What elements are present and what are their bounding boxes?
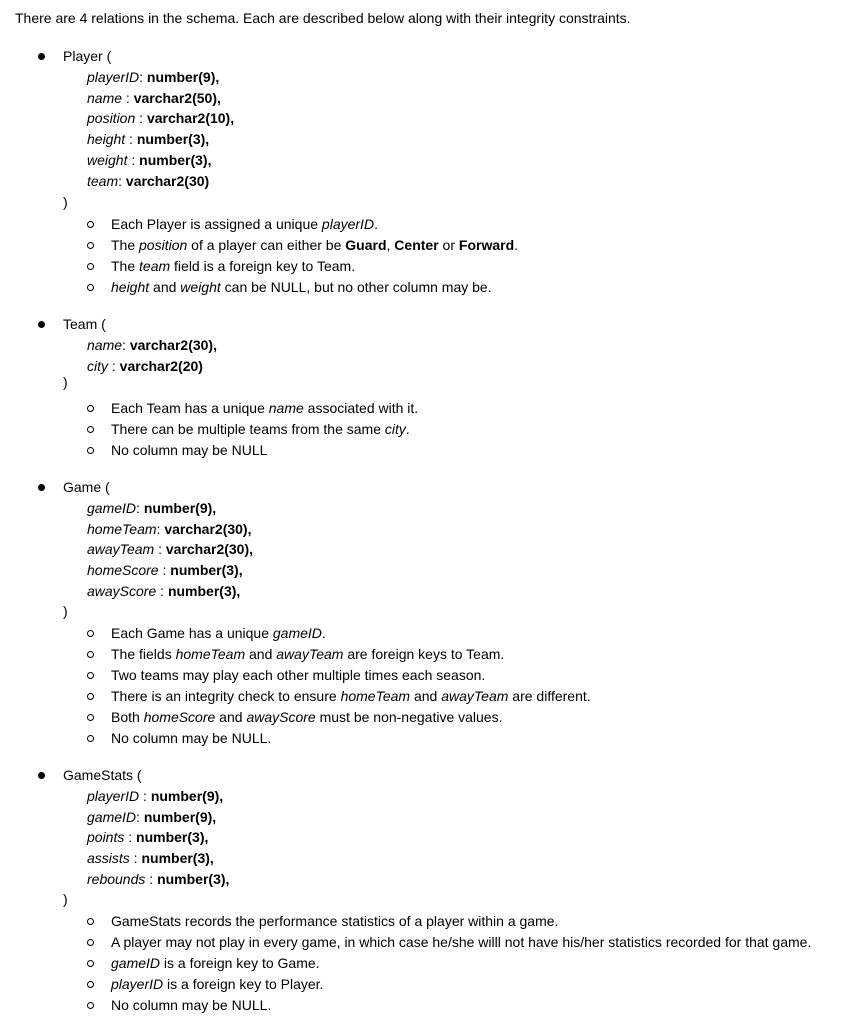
hollow-bullet (87, 735, 94, 742)
constraint-text: associated with it. (303, 400, 419, 416)
constraint-text: The (111, 257, 140, 274)
constraint-text: GameStats records the performance statistics of a player within a game. (111, 913, 559, 929)
bullet-dot (38, 484, 45, 491)
attribute-separator: : (145, 870, 158, 887)
constraint-item (111, 997, 271, 1014)
attribute-separator: : (122, 337, 130, 353)
constraint-field: gameID (111, 954, 161, 971)
attribute-separator: : (154, 541, 166, 558)
constraint-value: Center (394, 236, 439, 253)
attribute-suffix: , (216, 89, 221, 106)
attribute-separator: : (158, 562, 171, 579)
attribute-name: points (87, 829, 125, 846)
constraint-text: Both (111, 708, 144, 725)
attribute-name: awayScore (87, 582, 157, 599)
constraint-item (111, 730, 271, 747)
constraint-field: position (139, 236, 188, 253)
attribute-line (87, 562, 243, 579)
constraint-text: The fields (111, 645, 176, 662)
hollow-bullet (87, 918, 94, 925)
attribute-suffix: , (205, 131, 210, 148)
attribute-suffix: , (213, 337, 217, 353)
attribute-line (87, 500, 216, 517)
hollow-bullet (87, 714, 94, 721)
attribute-type: number(3) (136, 131, 206, 148)
attribute-line (87, 788, 223, 805)
hollow-bullet (87, 939, 94, 946)
constraint-item (111, 216, 378, 233)
attribute-line (87, 69, 219, 86)
attribute-separator: : (108, 357, 120, 374)
constraint-text: There is an integrity check to ensure (111, 687, 341, 704)
attribute-suffix: , (238, 562, 243, 579)
attribute-suffix: , (249, 541, 254, 558)
hollow-bullet (87, 693, 94, 700)
attribute-line (87, 110, 234, 127)
constraint-text: is a foreign key to Game. (160, 954, 320, 971)
relation-close-paren: ) (63, 194, 68, 210)
constraint-item (111, 279, 492, 296)
attribute-type: varchar2(30) (165, 541, 250, 558)
attribute-suffix: , (209, 850, 214, 867)
constraint-field: name (268, 400, 304, 416)
attribute-type: varchar2(10) (146, 110, 231, 127)
attribute-separator: : (139, 788, 151, 804)
constraint-text: are different. (508, 687, 591, 704)
attribute-suffix: , (236, 582, 241, 599)
hollow-bullet (87, 651, 94, 658)
attribute-name: playerID (87, 69, 140, 85)
constraint-value: Guard (345, 236, 387, 253)
attribute-name: assists (87, 850, 130, 867)
attribute-name: city (87, 357, 108, 374)
constraint-text: field is a foreign key to Team. (170, 257, 356, 274)
constraint-text: . (405, 420, 410, 437)
attribute-type: number(9) (146, 69, 216, 85)
attribute-name: height (87, 131, 126, 148)
attribute-name: gameID (87, 500, 137, 516)
bullet-dot (38, 321, 45, 328)
hollow-bullet (87, 960, 94, 967)
constraint-item (111, 976, 323, 993)
hollow-bullet (87, 221, 94, 228)
constraint-item (111, 709, 502, 726)
attribute-name: rebounds (87, 870, 146, 887)
constraint-field: awayScore (246, 708, 316, 725)
constraint-field: city (384, 420, 406, 437)
attribute-name: name (87, 337, 123, 353)
relation-close-paren: ) (63, 374, 68, 390)
hollow-bullet (87, 426, 94, 433)
attribute-suffix: , (215, 69, 220, 85)
attribute-type: number(3) (170, 562, 239, 579)
constraint-field: homeScore (143, 708, 216, 725)
constraint-text: and (410, 687, 442, 704)
constraint-text: can be NULL, but no other column may be. (220, 278, 492, 295)
attribute-line (87, 871, 229, 888)
attribute-separator: : (125, 131, 137, 148)
hollow-bullet (87, 981, 94, 988)
attribute-line (87, 337, 217, 354)
constraint-text: . (374, 216, 378, 232)
attribute-line (87, 152, 211, 169)
hollow-bullet (87, 447, 94, 454)
attribute-separator: : (118, 172, 126, 189)
attribute-name: team (87, 172, 119, 189)
constraint-item (111, 442, 267, 459)
attribute-separator: : (136, 808, 144, 825)
bullet-dot (38, 53, 45, 60)
bullet-dot (38, 772, 45, 779)
relation-close-paren: ) (63, 891, 68, 907)
attribute-name: playerID (87, 788, 140, 804)
attribute-type: number(3) (139, 151, 208, 168)
attribute-line (87, 850, 214, 867)
attribute-type: number(3) (167, 582, 237, 599)
attribute-separator: : (122, 89, 134, 106)
attribute-name: gameID (87, 808, 137, 825)
attribute-separator: : (139, 69, 147, 85)
attribute-line (87, 809, 216, 826)
constraint-item (111, 934, 811, 951)
attribute-separator: : (135, 110, 147, 127)
attribute-type: varchar2(20) (119, 357, 203, 374)
constraint-item (111, 400, 418, 417)
relation-header: Player ( (63, 48, 112, 64)
attribute-type: number(3) (141, 850, 210, 867)
constraint-text: No column may be NULL. (111, 996, 272, 1013)
constraint-field: homeTeam (340, 687, 411, 704)
constraint-item (111, 955, 320, 972)
constraint-item (111, 625, 326, 642)
constraint-item (111, 646, 504, 663)
attribute-suffix: , (207, 151, 212, 168)
attribute-line (87, 583, 240, 600)
attribute-line (87, 358, 203, 375)
constraint-text: of a player can either be (187, 236, 346, 253)
relation-header: GameStats ( (63, 767, 142, 783)
attribute-name: homeTeam (87, 520, 157, 537)
constraint-text: , (386, 236, 395, 253)
constraint-item (111, 688, 591, 705)
attribute-separator: : (127, 151, 140, 168)
hollow-bullet (87, 1002, 94, 1009)
constraint-value: Forward (458, 236, 515, 253)
attribute-name: weight (87, 151, 128, 168)
attribute-line (87, 131, 209, 148)
constraint-text: No column may be NULL (111, 441, 268, 458)
hollow-bullet (87, 242, 94, 249)
attribute-name: awayTeam (87, 541, 155, 558)
constraint-text: No column may be NULL. (111, 729, 272, 746)
attribute-suffix: , (212, 500, 217, 516)
attribute-separator: : (136, 500, 144, 516)
constraint-text: Two teams may play each other multiple times each season. (111, 666, 486, 683)
constraint-field: homeTeam (175, 645, 246, 662)
attribute-suffix: , (212, 808, 217, 825)
attribute-line (87, 829, 208, 846)
constraint-item (111, 667, 485, 684)
attribute-name: homeScore (87, 562, 159, 579)
constraint-text: or (438, 236, 459, 253)
constraint-text: and (245, 645, 277, 662)
constraint-text: Each Game has a unique (111, 625, 273, 641)
attribute-type: number(9) (143, 808, 213, 825)
attribute-type: number(3) (157, 870, 226, 887)
constraint-text: There can be multiple teams from the same (111, 420, 385, 437)
attribute-suffix: , (247, 520, 252, 537)
relation-header: Team ( (63, 316, 106, 332)
constraint-text: Each Player is assigned a unique (111, 216, 322, 232)
intro-text: There are 4 relations in the schema. Each are described below along with their integrity constraints. (15, 10, 631, 26)
constraint-field: height (111, 278, 150, 295)
constraint-text: The (111, 236, 140, 253)
attribute-line (87, 521, 251, 538)
attribute-type: varchar2(30) (125, 172, 210, 189)
constraint-text: . (321, 625, 326, 641)
attribute-type: number(9) (143, 500, 213, 516)
attribute-separator: : (156, 582, 168, 599)
attribute-type: number(3) (136, 829, 205, 846)
attribute-separator: : (129, 850, 142, 867)
attribute-suffix: , (230, 110, 235, 127)
attribute-type: varchar2(50) (133, 89, 217, 106)
attribute-line (87, 90, 221, 107)
constraint-text: must be non-negative values. (315, 708, 503, 725)
attribute-name: position (87, 110, 136, 127)
attribute-separator: : (124, 829, 137, 846)
hollow-bullet (87, 405, 94, 412)
constraint-item (111, 421, 410, 438)
constraint-text: is a foreign key to Player. (163, 975, 324, 992)
attribute-type: varchar2(30) (129, 337, 214, 353)
hollow-bullet (87, 672, 94, 679)
attribute-suffix: , (204, 829, 209, 846)
constraint-item (111, 913, 558, 930)
relation-close-paren: ) (63, 603, 68, 619)
constraint-field: playerID (111, 975, 164, 992)
hollow-bullet (87, 263, 94, 270)
constraint-item (111, 258, 355, 275)
attribute-suffix: , (219, 788, 224, 804)
attribute-line (87, 541, 253, 558)
hollow-bullet (87, 284, 94, 291)
attribute-line (87, 173, 209, 190)
constraint-text: and (149, 278, 181, 295)
constraint-text: . (514, 236, 519, 253)
attribute-name: name (87, 89, 123, 106)
constraint-text: are foreign keys to Team. (343, 645, 505, 662)
constraint-field: team (139, 257, 171, 274)
constraint-text: Each Team has a unique (111, 400, 269, 416)
constraint-field: gameID (272, 625, 322, 641)
constraint-field: playerID (321, 216, 375, 232)
attribute-type: number(9) (150, 788, 220, 804)
constraint-text: A player may not play in every game, in which case he/she willl not have his/her statistics recorded for that game. (111, 933, 812, 950)
constraint-item (111, 237, 518, 254)
relation-header: Game ( (63, 479, 110, 495)
attribute-type: varchar2(30) (164, 520, 248, 537)
constraint-text: and (215, 708, 247, 725)
constraint-field: weight (180, 278, 221, 295)
attribute-separator: : (156, 520, 165, 537)
constraint-field: awayTeam (276, 645, 344, 662)
attribute-suffix: , (225, 870, 230, 887)
constraint-field: awayTeam (441, 687, 509, 704)
hollow-bullet (87, 630, 94, 637)
